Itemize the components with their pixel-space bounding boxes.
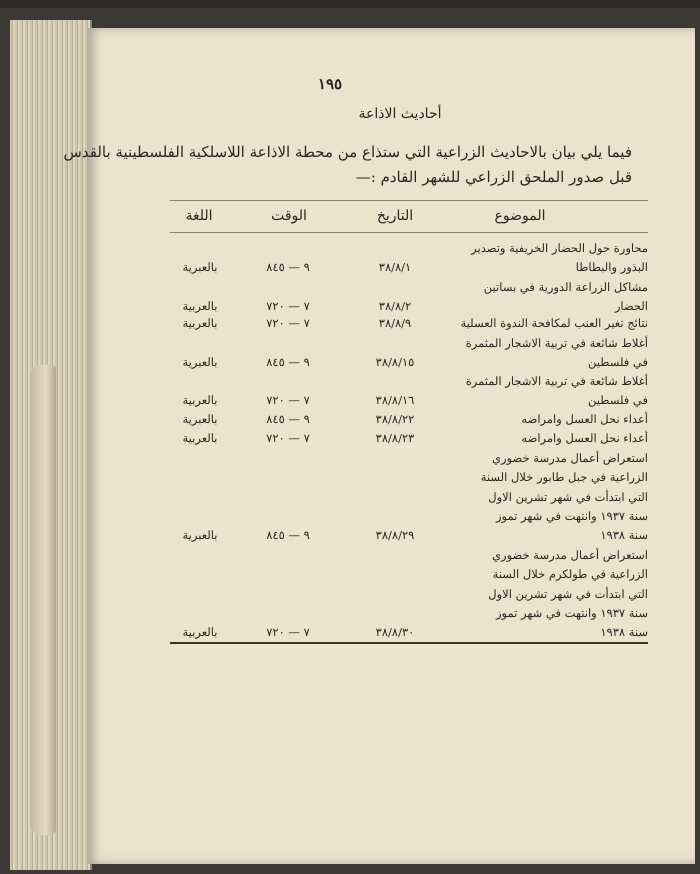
- row-5-language: بالعربية: [182, 393, 218, 408]
- row-4-subject-line-2: في فلسطين: [588, 355, 648, 370]
- row-1-subject-line-1: محاورة حول الحضار الخريفية وتصدير: [471, 241, 648, 255]
- column-header-date: التاريخ: [376, 208, 414, 224]
- row-2-language: بالعربية: [182, 299, 218, 314]
- row-8-subject-line-5: سنة ١٩٣٨: [600, 528, 648, 543]
- row-6-date: ٣٨/٨/٢٢: [375, 412, 415, 426]
- row-2-subject-line-1: مشاكل الزراعة الدورية في بساتين: [483, 280, 648, 294]
- row-9-subject-line-3: التي ابتدأت في شهر تشرين الاول: [488, 586, 648, 601]
- row-7-time: ٧ — ٧٢٠: [266, 431, 310, 445]
- page-heading: أحاديث الاذاعة: [358, 106, 442, 122]
- row-8-subject-line-2: الزراعية في جبل طابور خلال السنة: [480, 470, 648, 485]
- row-6-language: بالعبرية: [182, 412, 218, 426]
- row-1-time: ٩ — ٨٤٥: [266, 260, 310, 275]
- column-header-time: الوقت: [271, 208, 307, 224]
- row-2-time: ٧ — ٧٢٠: [266, 299, 310, 314]
- table-bottom-rule: [170, 642, 648, 644]
- row-2-date: ٣٨/٨/٢: [378, 299, 412, 314]
- column-header-language: اللغة: [185, 208, 213, 224]
- row-9-subject-line-1: استعراض أعمال مدرسة خضوري: [492, 548, 648, 562]
- row-8-subject-line-1: استعراض أعمال مدرسة خضوري: [492, 451, 648, 465]
- page-number: ١٩٥: [317, 75, 343, 93]
- row-1-language: بالعبرية: [182, 260, 218, 275]
- row-4-date: ٣٨/٨/١٥: [375, 355, 415, 370]
- row-9-language: بالعربية: [182, 625, 218, 640]
- row-5-date: ٣٨/٨/١٦: [375, 393, 415, 408]
- row-5-time: ٧ — ٧٢٠: [266, 393, 310, 408]
- row-8-language: بالعبرية: [182, 528, 218, 543]
- column-header-subject: الموضوع: [494, 208, 546, 224]
- row-1-date: ٣٨/٨/١: [378, 260, 412, 275]
- row-9-subject-line-5: سنة ١٩٣٨: [600, 625, 648, 640]
- row-7-language: بالعربية: [182, 431, 218, 445]
- row-8-subject-line-4: سنة ١٩٣٧ وانتهت في شهر تموز: [496, 508, 648, 523]
- row-3-time: ٧ — ٧٢٠: [266, 316, 310, 330]
- row-9-subject-line-4: سنة ١٩٣٧ وانتهت في شهر تموز: [496, 605, 648, 620]
- row-4-subject-line-1: أغلاط شائعة في تربية الاشجار المثمرة: [465, 336, 648, 350]
- row-3-date: ٣٨/٨/٩: [378, 316, 412, 330]
- row-6-time: ٩ — ٨٤٥: [266, 412, 310, 426]
- intro-line-1: فيما يلي بيان بالاحاديث الزراعية التي ستذاع من محطة الاذاعة اللاسلكية الفلسطينية بالقدس: [63, 143, 632, 161]
- row-3-language: بالعربية: [182, 316, 218, 330]
- table-top-rule: [170, 200, 648, 201]
- row-3-subject-line-1: نتائج تغير العنب لمكافحة الندوة العسلية: [460, 316, 648, 330]
- row-9-subject-line-2: الزراعية في طولكرم خلال السنة: [492, 567, 648, 582]
- row-8-time: ٩ — ٨٤٥: [266, 528, 310, 543]
- row-8-subject-line-3: التي ابتدأت في شهر تشرين الاول: [488, 489, 648, 504]
- row-5-subject-line-2: في فلسطين: [588, 393, 648, 408]
- row-9-date: ٣٨/٨/٣٠: [375, 625, 415, 640]
- row-9-time: ٧ — ٧٢٠: [266, 625, 310, 640]
- row-4-language: بالعبرية: [182, 355, 218, 370]
- intro-line-2: قبل صدور الملحق الزراعي للشهر القادم :—: [355, 168, 632, 186]
- row-1-subject-line-2: البذور والبطاطا: [575, 260, 648, 275]
- row-8-date: ٣٨/٨/٢٩: [375, 528, 415, 543]
- row-4-time: ٩ — ٨٤٥: [266, 355, 310, 370]
- row-6-subject-line-1: أعداء نحل العسل وامراضه: [521, 412, 648, 426]
- row-7-subject-line-1: أعداء نحل العسل وامراضه: [521, 431, 648, 445]
- header-bottom-rule: [170, 232, 648, 233]
- row-2-subject-line-2: الحضار: [614, 299, 648, 314]
- row-7-date: ٣٨/٨/٢٣: [375, 431, 415, 445]
- row-5-subject-line-1: أغلاط شائعة في تربية الاشجار المثمرة: [465, 374, 648, 388]
- page-curl: [30, 365, 56, 835]
